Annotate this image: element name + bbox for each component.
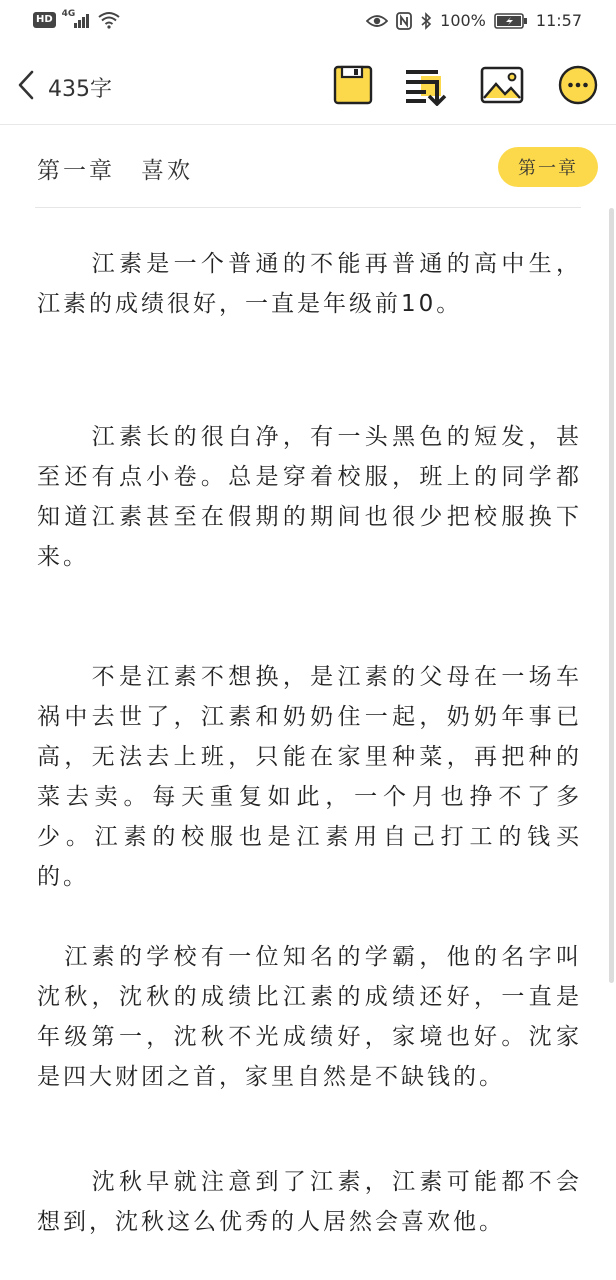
- status-left: [33, 11, 120, 29]
- hd-badge: HD: [33, 12, 56, 28]
- bluetooth-icon: [420, 12, 432, 30]
- word-count: 435字: [48, 77, 112, 102]
- paragraph: 江素是一个普通的不能再普通的高中生，江素的成绩很好，一直是年级前10。: [37, 251, 582, 317]
- battery-icon: [494, 13, 528, 29]
- clock: 11:57: [535, 11, 582, 30]
- save-icon[interactable]: [332, 64, 376, 106]
- chapter-select-button[interactable]: 第一章: [498, 147, 598, 187]
- paragraph: 江素的学校有一位知名的学霸，他的名字叫沈秋，沈秋的成绩比江素的成绩还好，一直是年级第一，沈秋不光成绩好，家境也好。沈家是四大财团之首，家里自然是不缺钱的。: [37, 944, 582, 1090]
- editor-header: [0, 46, 616, 125]
- paragraph: 不是江素不想换，是江素的父母在一场车祸中去世了，江素和奶奶住一起，奶奶年事已高，无法去上班，只能在家里种菜，再把种的菜去卖。每天重复如此，一个月也挣不了多少。江素的校服也是江素用自己打工的钱买的。: [37, 664, 582, 890]
- paragraph: 沈秋早就注意到了江素，江素可能都不会想到，沈秋这么优秀的人居然会喜欢他。: [37, 1169, 582, 1235]
- insert-image-icon[interactable]: [480, 64, 524, 106]
- chapter-title[interactable]: 第一章 喜欢: [37, 158, 193, 184]
- status-bar: [0, 0, 616, 46]
- status-right: [366, 11, 582, 30]
- battery-percent: 100%: [440, 11, 486, 30]
- wifi-icon: [98, 11, 120, 29]
- paragraph: 江素长的很白净，有一头黑色的短发，甚至还有点小卷。总是穿着校服，班上的同学都知道江素甚至在假期的期间也很少把校服换下来。: [37, 424, 582, 570]
- divider: [35, 207, 581, 208]
- network-type: 4G: [61, 9, 76, 19]
- eye-icon: [366, 13, 388, 29]
- chapter-list-icon[interactable]: [403, 64, 447, 106]
- scrollbar[interactable]: [609, 208, 614, 983]
- more-options-icon[interactable]: [557, 64, 601, 106]
- nfc-icon: [396, 12, 412, 30]
- back-arrow-icon[interactable]: [14, 68, 40, 102]
- signal-icon: [62, 11, 92, 29]
- chapter-content[interactable]: [37, 244, 582, 1242]
